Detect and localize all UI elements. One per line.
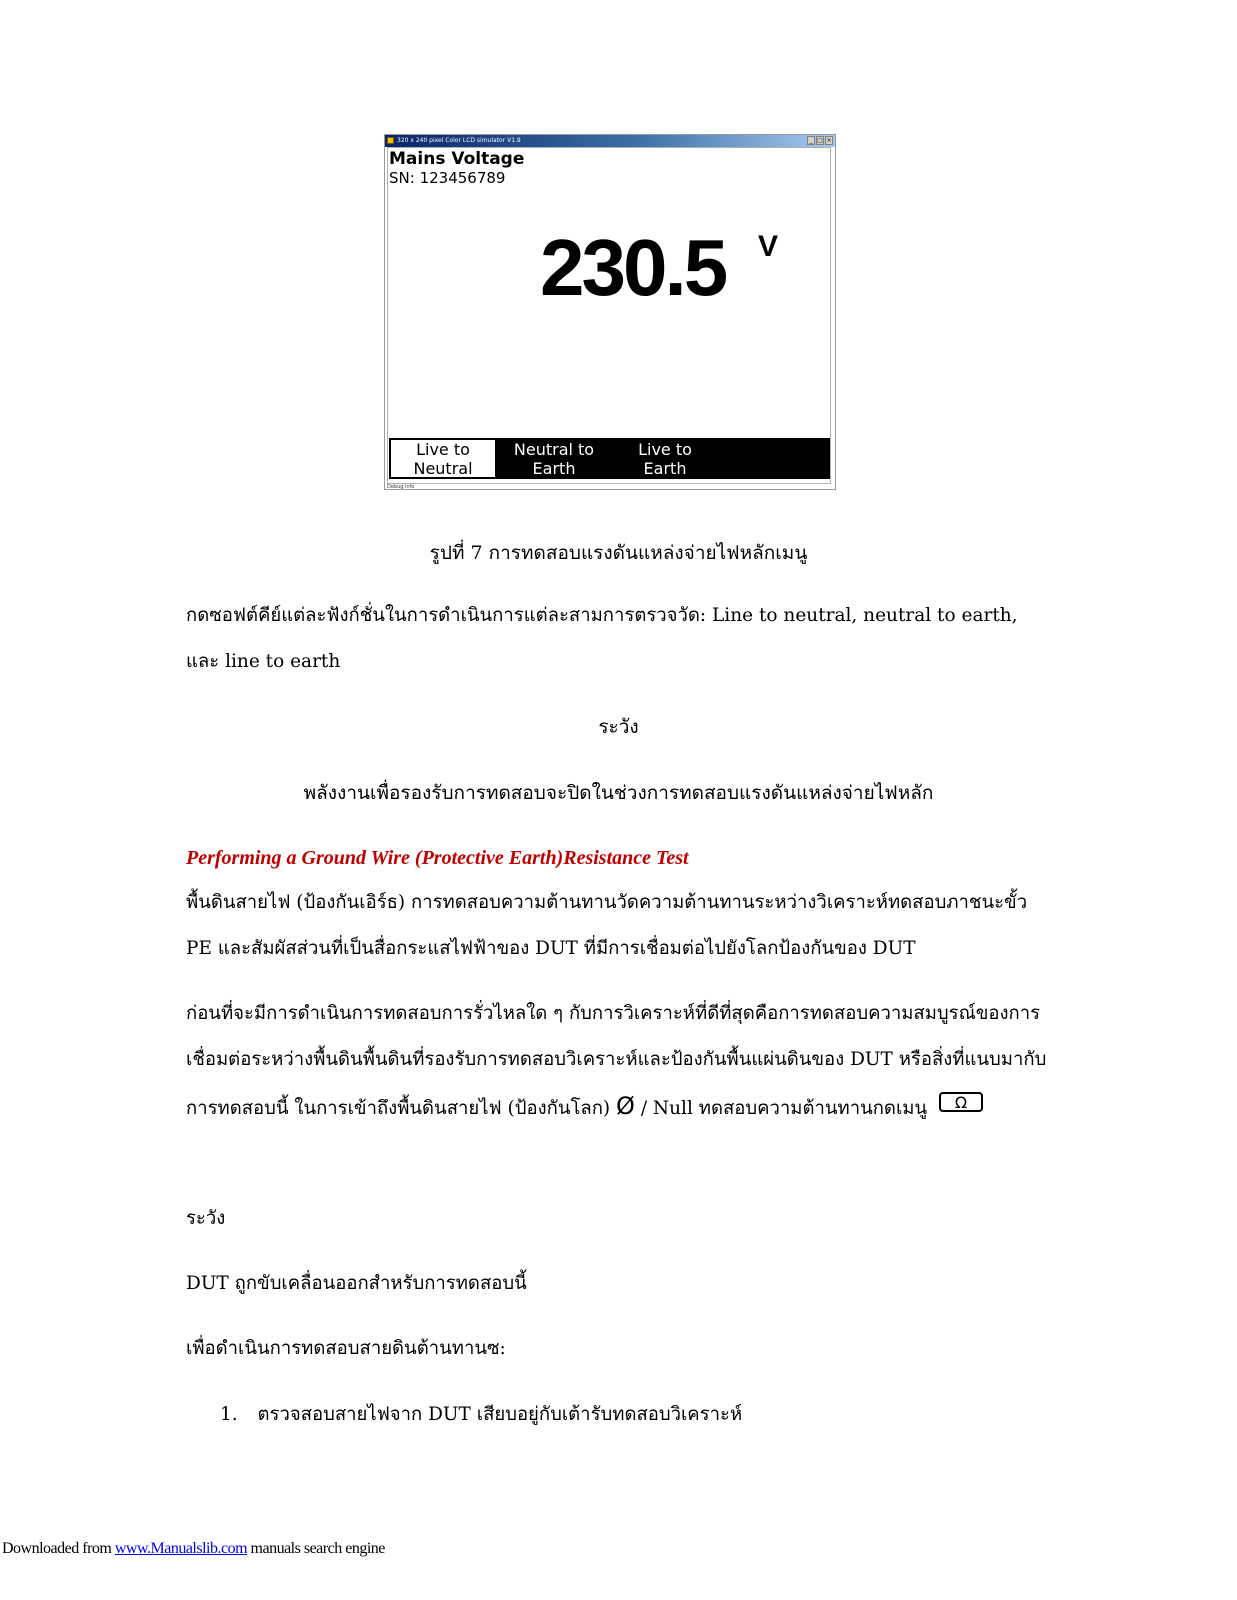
- softkey-label-line2: Earth: [532, 458, 576, 478]
- footer: [2, 1540, 385, 1558]
- voltage-unit: V: [758, 230, 779, 263]
- softkey-live-to-neutral[interactable]: [389, 438, 497, 479]
- app-icon: [387, 137, 394, 144]
- footer-prefix: Downloaded from: [2, 1540, 115, 1557]
- minimize-button[interactable]: _: [807, 136, 815, 145]
- softkey-bar: [389, 438, 830, 479]
- caution-text: พลังงานเพื่อรองรับการทดสอบจะปิดในช่วงการทดสอบแรงดันแหล่งจ่ายไฟหลัก: [303, 782, 934, 804]
- softkey-blank[interactable]: [722, 438, 830, 479]
- step-1: [220, 1392, 1090, 1438]
- step-text: ตรวจสอบสายไฟจาก DUT เสียบอยู่กับเต้ารับทดสอบวิเคราะห์: [257, 1404, 743, 1425]
- softkey-neutral-to-earth[interactable]: [500, 438, 608, 479]
- softkey-label-line1: Neutral to: [513, 439, 595, 459]
- debug-info-label: Debug Info: [387, 484, 415, 490]
- window-controls: [807, 136, 833, 145]
- lcd-screen: [387, 147, 831, 484]
- softkey-paragraph: กดซอฟต์คีย์แต่ละฟังก์ชั่นในการดำเนินการแต่ละสามการตรวจวัด: Line to neutral, neutral to earth, และ line to earth: [186, 605, 1018, 672]
- section-body-tail: / Null ทดสอบความต้านทานกดเมนู: [634, 1098, 928, 1119]
- caution-title: ระวัง: [598, 716, 639, 738]
- footer-suffix: manuals search engine: [247, 1540, 385, 1557]
- section-heading: Performing a Ground Wire (Protective Earth)Resistance Test: [186, 847, 689, 869]
- section-body: [186, 991, 1056, 1132]
- lcd-window-titlebar: [385, 135, 835, 147]
- softkey-label-line1: Live to: [638, 439, 692, 459]
- caution-text-2: DUT ถูกขับเคลื่อนออกสำหรับการทดสอบนี้: [186, 1273, 527, 1294]
- softkey-live-to-earth[interactable]: [611, 438, 719, 479]
- step-number: 1.: [220, 1404, 238, 1425]
- ohm-key-icon: Ω: [939, 1092, 983, 1112]
- section-intro: พื้นดินสายไฟ (ป้องกันเอิร์ธ) การทดสอบความต้านทานวัดความต้านทานระหว่างวิเคราะห์ทดสอบภาชนะขั้ว PE และสัมผัสส่วนที่เป็นสื่อกระแสไฟฟ้าของ DUT ที่มีการเชื่อมต่อไปยังโลกป้องกันของ DUT: [186, 892, 1028, 959]
- figure-caption: รูปที่ 7 การทดสอบแรงดันแหล่งจ่ายไฟหลักเมนู: [429, 542, 808, 564]
- manualslib-link[interactable]: www.Manualslib.com: [114, 1540, 248, 1557]
- caution-title-2: ระวัง: [186, 1208, 226, 1229]
- close-button[interactable]: ×: [826, 137, 832, 144]
- section-body-text: ก่อนที่จะมีการดำเนินการทดสอบการรั่วไหลใด ๆ กับการวิเคราะห์ที่ดีที่สุดคือการทดสอบความสมบูรณ์ของการเชื่อมต่อระหว่างพื้นดินพื้นดินที่รองรับการทดสอบวิเคราะห์และป้องกันพื้นแผ่นดินของ DUT หรือสิ่งที่แนบมากับการทดสอบนี้ ในการเข้าถึงพื้นดินสายไฟ (ป้องกันโลก): [186, 1003, 1047, 1119]
- softkey-label-line2: Earth: [643, 458, 687, 478]
- voltage-reading: 230.5: [540, 223, 726, 312]
- maximize-button[interactable]: □: [817, 137, 823, 144]
- lcd-screen-title: Mains Voltage: [389, 149, 525, 169]
- lcd-window-title: 320 x 240 pixel Color LCD simulator V1.9: [397, 137, 521, 144]
- serial-number: SN: 123456789: [389, 169, 506, 187]
- procedure-intro: เพื่อดำเนินการทดสอบสายดินต้านทานซ:: [186, 1338, 506, 1359]
- softkey-label-line1: Live to: [416, 439, 470, 459]
- softkey-label-line2: Neutral: [413, 458, 473, 478]
- null-symbol-icon: Ø: [616, 1092, 635, 1120]
- lcd-simulator-window: [384, 134, 836, 490]
